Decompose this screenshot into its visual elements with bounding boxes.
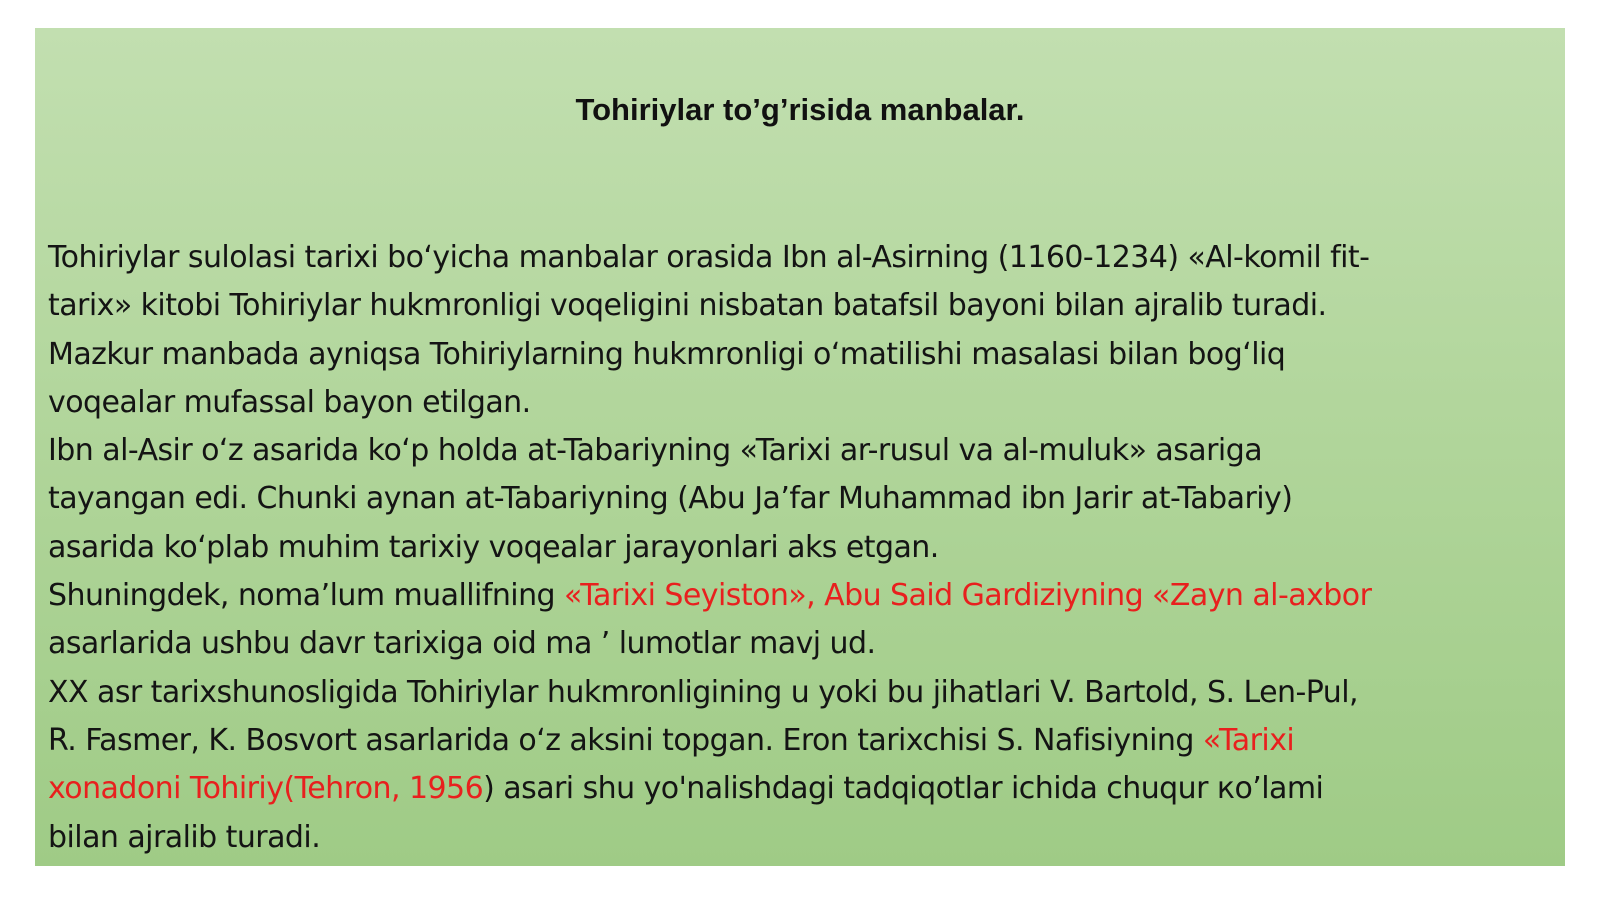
text-segment: Mazkur manbada ayniqsa Tohiriylarning hukmronligi oʻmatilishi masalasi bilan bogʻliq	[48, 336, 1286, 372]
text-segment: voqealar mufassal bayon etilgan.	[48, 384, 531, 420]
text-segment: tarix» kitobi Tohiriylar hukmronligi voqeligini nisbatan batafsil bayoni bilan ajralib turadi.	[48, 288, 1327, 324]
text-line	[48, 282, 1558, 330]
text-segment: asarlarida ushbu davr tarixiga oid ma ’ lumotlar mavj ud.	[48, 626, 876, 662]
text-line	[48, 234, 1558, 282]
highlighted-text: «Tarixi	[1202, 722, 1295, 758]
text-segment: R. Fasmer, K. Bosvort asarlarida oʻz aksini topgan. Eron tarixchisi S. Nafisiyning	[48, 722, 1203, 758]
text-line	[48, 717, 1558, 765]
text-line	[48, 524, 1558, 572]
text-segment: Tohiriylar sulolasi tarixi boʻyicha manbalar orasida Ibn al-Asirning (1160-1234) «Al-komil fit-	[48, 240, 1370, 275]
text-line	[48, 427, 1558, 475]
slide	[35, 28, 1565, 866]
highlighted-text: «Tarixi Seyiston», Abu Said Gardiziyning «Zayn al-axbor	[564, 578, 1372, 614]
text-line	[48, 331, 1558, 379]
text-segment: Ibn al-Asir oʻz asarida koʻp holda at-Tabariyning «Tarixi ar-rusul va al-muluk» asariga	[48, 433, 1263, 469]
text-segment: Shuningdek, noma’lum muallifning	[48, 578, 565, 614]
text-line	[48, 475, 1558, 523]
text-line	[48, 669, 1558, 717]
text-line	[48, 379, 1558, 427]
highlighted-text: xonadoni Tohiriy(Tehron, 1956	[48, 771, 484, 807]
text-segment: XX asr tarixshunosligida Tohiriylar hukmronligining u yoki bu jihatlari V. Bartold, S. Len-Pul,	[48, 674, 1358, 710]
text-line	[48, 620, 1558, 668]
text-segment: tayangan edi. Chunki aynan at-Tabariyning (Abu Ja’far Muhammad ibn Jarir at-Tabariy)	[48, 481, 1293, 517]
text-line	[48, 814, 1558, 862]
text-line	[48, 572, 1558, 620]
text-segment: asarida koʻplab muhim tarixiy voqealar jarayonlari aks etgan.	[48, 529, 939, 565]
text-line	[48, 765, 1558, 813]
slide-body	[48, 234, 1558, 862]
slide-title: Tohiriylar to’g’risida manbalar.	[575, 92, 1025, 127]
text-segment: ) asari shu yo'nalishdagi tadqiqotlar ichida chuqur кo’lami	[483, 771, 1324, 807]
text-segment: bilan ajralib turadi.	[48, 819, 321, 855]
